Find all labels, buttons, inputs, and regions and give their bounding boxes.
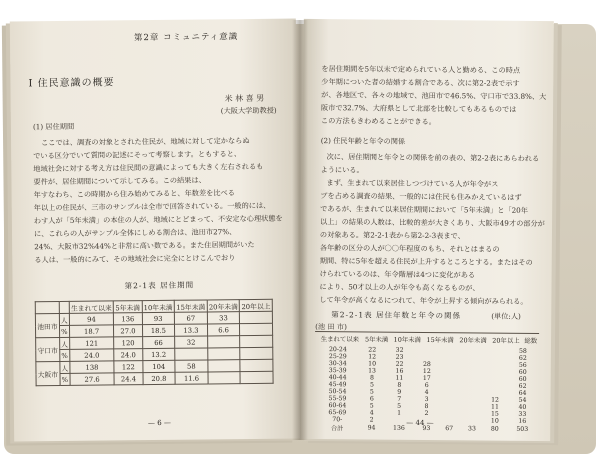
value-cell xyxy=(240,359,273,371)
value-cell: 11 xyxy=(491,403,499,411)
value-cell: 27.6 xyxy=(70,373,115,385)
residence-period-table xyxy=(35,299,274,386)
table-header-cell: 10年未満 xyxy=(393,335,421,344)
unit-cell: 人 xyxy=(59,313,69,325)
body-line: 少年期についた者の結婚する割合である、次に第2-2表で示す xyxy=(321,77,520,88)
value-cell: 33 xyxy=(518,410,527,418)
value-cell: 64 xyxy=(518,389,527,397)
value-cell xyxy=(240,371,273,383)
value-cell xyxy=(240,335,273,347)
age-group-cell: 50-54 xyxy=(328,388,347,396)
value-cell: 10 xyxy=(368,360,377,368)
table-header-cell: 20年以上 xyxy=(240,299,273,311)
value-cell: 6.6 xyxy=(207,324,240,336)
unit-cell: 人 xyxy=(60,361,70,373)
table-header-cell: 生まれて以来 xyxy=(320,335,360,344)
value-cell: 11 xyxy=(395,374,404,382)
value-cell: 12 xyxy=(422,367,431,376)
value-cell: 9 xyxy=(397,388,402,396)
age-group-cell: 35-39 xyxy=(328,367,347,375)
value-cell: 56 xyxy=(518,361,527,369)
value-cell: 54 xyxy=(518,396,527,404)
unit-cell: 人 xyxy=(59,337,69,349)
age-group-cell: 25-29 xyxy=(328,353,347,361)
value-cell: 15 xyxy=(490,410,499,418)
body-line: この方法もきわめることができる。 xyxy=(320,116,437,127)
age-group-cell: 70- xyxy=(332,416,343,424)
subsection-heading: (1) 居住期間 xyxy=(32,121,75,132)
table-row xyxy=(36,371,273,385)
value-cell: 5 xyxy=(397,402,402,410)
value-cell: 20.8 xyxy=(143,372,176,384)
body-line: ようにいる。 xyxy=(320,165,364,175)
city-label: (池 田 市) xyxy=(315,322,347,332)
value-cell xyxy=(208,360,241,372)
value-cell: 122 xyxy=(114,361,142,373)
city-cell: 守口市 xyxy=(36,338,60,362)
value-cell: 138 xyxy=(70,361,115,373)
age-group-cell: 合計 xyxy=(330,425,344,433)
body-line: 各年齢の区分の人が〇〇年程度のもち、それとはまるの xyxy=(319,243,500,254)
value-cell: 93 xyxy=(142,312,175,324)
value-cell: 121 xyxy=(69,337,114,349)
body-line: を居住期間を5年以未で定められている人と勤める、この時点 xyxy=(321,64,521,75)
body-line: の対象ある。第2-2-1表から第2-2-3表まで、 xyxy=(319,230,465,241)
age-group-cell: 40-44 xyxy=(328,374,347,382)
value-cell: 60 xyxy=(518,368,527,376)
table-header-cell xyxy=(35,302,59,314)
value-cell: 67 xyxy=(174,312,207,324)
value-cell: 8 xyxy=(397,381,402,389)
value-cell: 58 xyxy=(518,347,527,355)
value-cell xyxy=(240,323,273,335)
value-cell: 93 xyxy=(422,424,431,433)
city-cell: 大阪市 xyxy=(36,362,60,386)
value-cell: 60 xyxy=(518,375,527,383)
value-cell: 7 xyxy=(397,395,402,403)
body-line: により、50才以上の人が年令も高くなるものが、 xyxy=(319,282,480,293)
page-folio: — 44 — xyxy=(406,418,434,428)
value-cell xyxy=(240,311,273,323)
value-cell: 58 xyxy=(175,360,208,372)
value-cell: 8 xyxy=(370,374,375,382)
value-cell xyxy=(207,336,240,348)
body-line: であるが、生まれて以来居住期間において「5年未満」と「20年 xyxy=(320,204,529,215)
body-line: でいる区分でいて質問の記述にそって考察します。ともすると、 xyxy=(33,149,242,161)
section-heading: I 住民意識の概要 xyxy=(28,77,115,90)
table-unit: (単位:人) xyxy=(491,311,521,321)
table-header-cell: 15年未満 xyxy=(174,300,207,312)
value-cell: 32 xyxy=(175,336,208,348)
value-cell: 1 xyxy=(397,409,402,417)
value-cell: 67 xyxy=(445,425,454,433)
value-cell: 104 xyxy=(142,360,175,372)
body-line: けられているのは、年令階層は4つに変化がある xyxy=(319,269,476,280)
body-line: る人は、一般的にみて、その地域社会に完全にとけこんでおり xyxy=(34,253,236,265)
left-page xyxy=(10,19,300,442)
table-header-cell: 10年未満 xyxy=(142,300,175,312)
age-group-cell: 30-34 xyxy=(328,360,347,368)
table-header-cell xyxy=(59,301,69,313)
table-header-cell: 総数 xyxy=(524,336,538,345)
author-affiliation: (大阪大学助教授) xyxy=(220,105,277,116)
value-cell: 24.4 xyxy=(114,373,142,385)
body-line: 年すなわち、この時期から住み始めてみると、年数差を比べる xyxy=(33,188,235,200)
value-cell: 12 xyxy=(491,396,500,404)
table-header-cell: 5年未満 xyxy=(114,301,142,313)
unit-cell: % xyxy=(60,373,70,385)
value-cell: 33 xyxy=(207,312,240,324)
unit-cell: % xyxy=(59,325,69,337)
value-cell: 13.2 xyxy=(142,348,175,360)
body-line: まず、生まれて以来居住しつづけている人が年令がス xyxy=(326,178,499,189)
age-group-cell: 65-69 xyxy=(328,409,347,417)
table-title: 第2-2-1表 居住年数と年令の関係 xyxy=(331,310,462,321)
body-line: 要件が、居住期間について示してみる。この結果は、 xyxy=(33,175,206,187)
value-cell xyxy=(208,372,241,384)
body-line: ここでは、調査の対象とされた住民が、地域に対して定かならぬ xyxy=(41,136,250,148)
body-line: 阪市で32.7%、大府県として北部を比較してもあるものでは xyxy=(321,103,517,114)
value-cell: 5 xyxy=(369,402,374,410)
table-title: 第2-1表 居住期間 xyxy=(124,280,195,291)
age-group-cell: 55-59 xyxy=(328,395,347,403)
body-line: して年令が高くなるにつれて、年令が上昇する傾向がみられる。 xyxy=(319,295,528,306)
body-line: 期間、特に5年を超える住民が上升するところとする。またはその xyxy=(319,256,533,267)
value-cell: 16 xyxy=(395,367,404,375)
value-cell: 136 xyxy=(393,424,405,432)
age-group-cell: 45-49 xyxy=(328,381,347,389)
city-cell: 池田市 xyxy=(35,314,59,338)
value-cell: 503 xyxy=(516,425,529,433)
body-line: わす人が「5年未満」の本住の人が、地域にとどまって、不安定な心理状態を xyxy=(33,213,283,226)
age-residence-table xyxy=(315,333,539,346)
value-cell: 11.6 xyxy=(175,372,208,384)
value-cell: 4 xyxy=(424,388,429,397)
body-line: 24%、大阪市32%44%と非常に高い数である。また住居期間がいた xyxy=(34,239,255,252)
value-cell: 6 xyxy=(369,395,374,403)
value-cell: 13 xyxy=(368,367,377,375)
value-cell: 66 xyxy=(142,336,175,348)
value-cell: 18.7 xyxy=(69,325,114,337)
value-cell: 24.0 xyxy=(114,349,142,361)
value-cell: 28 xyxy=(422,360,431,369)
value-cell xyxy=(240,347,273,359)
body-line: 以上」の結果の人数は、比較的差が大きくあり、大阪市49才の部分が xyxy=(320,217,545,229)
page-folio: — 6 — xyxy=(147,418,171,428)
value-cell: 16 xyxy=(518,417,527,425)
table-header-cell: 15年未満 xyxy=(426,336,454,345)
value-cell: 22 xyxy=(368,346,377,354)
value-cell: 5 xyxy=(369,388,374,396)
value-cell: 62 xyxy=(518,354,527,362)
value-cell: 27.0 xyxy=(114,325,142,337)
value-cell: 8 xyxy=(424,402,429,411)
value-cell: 22 xyxy=(395,360,404,368)
value-cell: 13.3 xyxy=(175,324,208,336)
value-cell: 80 xyxy=(490,425,499,433)
table-header-cell: 生まれて以来 xyxy=(69,301,114,313)
value-cell xyxy=(175,348,208,360)
value-cell: 12 xyxy=(368,353,377,361)
value-cell: 5 xyxy=(369,381,374,389)
unit-cell: % xyxy=(60,349,70,361)
value-cell: 18.5 xyxy=(142,324,175,336)
book-gutter-shadow xyxy=(292,20,308,440)
body-line: が、各地区で、各々の地域で、池田市で46.5%、守口市で33.8%、大 xyxy=(321,90,547,102)
body-line: ブを占める調査の結果、一般的には住民も住みかえているはず xyxy=(320,191,522,202)
subsection-heading: (2) 住民年齢と年令の関係 xyxy=(320,136,406,146)
body-line: 次に、居住期間と年令との関係を前の表の、第2-2表にあらわれる xyxy=(326,152,540,163)
table-header-cell: 20年未満 xyxy=(207,300,240,312)
age-group-cell: 60-64 xyxy=(328,402,347,410)
value-cell: 2 xyxy=(369,416,374,424)
value-cell: 94 xyxy=(367,424,376,432)
body-line: 年以上の住民が、三市のサンプルは全市で回答されている。一般的には、 xyxy=(33,200,271,213)
right-page xyxy=(300,19,554,441)
value-cell: 2 xyxy=(424,409,429,418)
value-cell: 3 xyxy=(424,395,429,404)
table-header-cell: 5年未満 xyxy=(365,335,389,344)
body-line: 地域社会に対する考え方は住民間の意識によっても大きく左右されるも xyxy=(33,161,264,174)
table-header-cell: 20年未満 xyxy=(459,336,487,345)
value-cell: 62 xyxy=(518,382,527,390)
body-line: に、これらの人がサンプル全体にしめる割合は、池田市27%、 xyxy=(33,227,237,239)
value-cell: 94 xyxy=(69,313,114,325)
value-cell: 24.0 xyxy=(70,349,115,361)
table-header-cell: 20年以上 xyxy=(492,336,520,345)
value-cell: 10 xyxy=(490,417,499,425)
value-cell xyxy=(207,348,240,360)
value-cell: 4 xyxy=(369,409,374,417)
value-cell: 17 xyxy=(422,374,431,383)
author-name: 米 林 喜 男 xyxy=(224,93,265,104)
value-cell: 120 xyxy=(114,337,142,349)
value-cell: 6 xyxy=(424,381,429,390)
table-header-row xyxy=(315,333,539,346)
chapter-heading: 第2章 コミュニティ意識 xyxy=(133,32,239,44)
value-cell: 136 xyxy=(114,313,142,325)
value-cell: 32 xyxy=(395,346,404,354)
age-group-cell: 20-24 xyxy=(328,346,347,354)
value-cell: 23 xyxy=(395,353,404,361)
value-cell: 33 xyxy=(468,425,476,433)
value-cell: 40 xyxy=(518,403,527,411)
